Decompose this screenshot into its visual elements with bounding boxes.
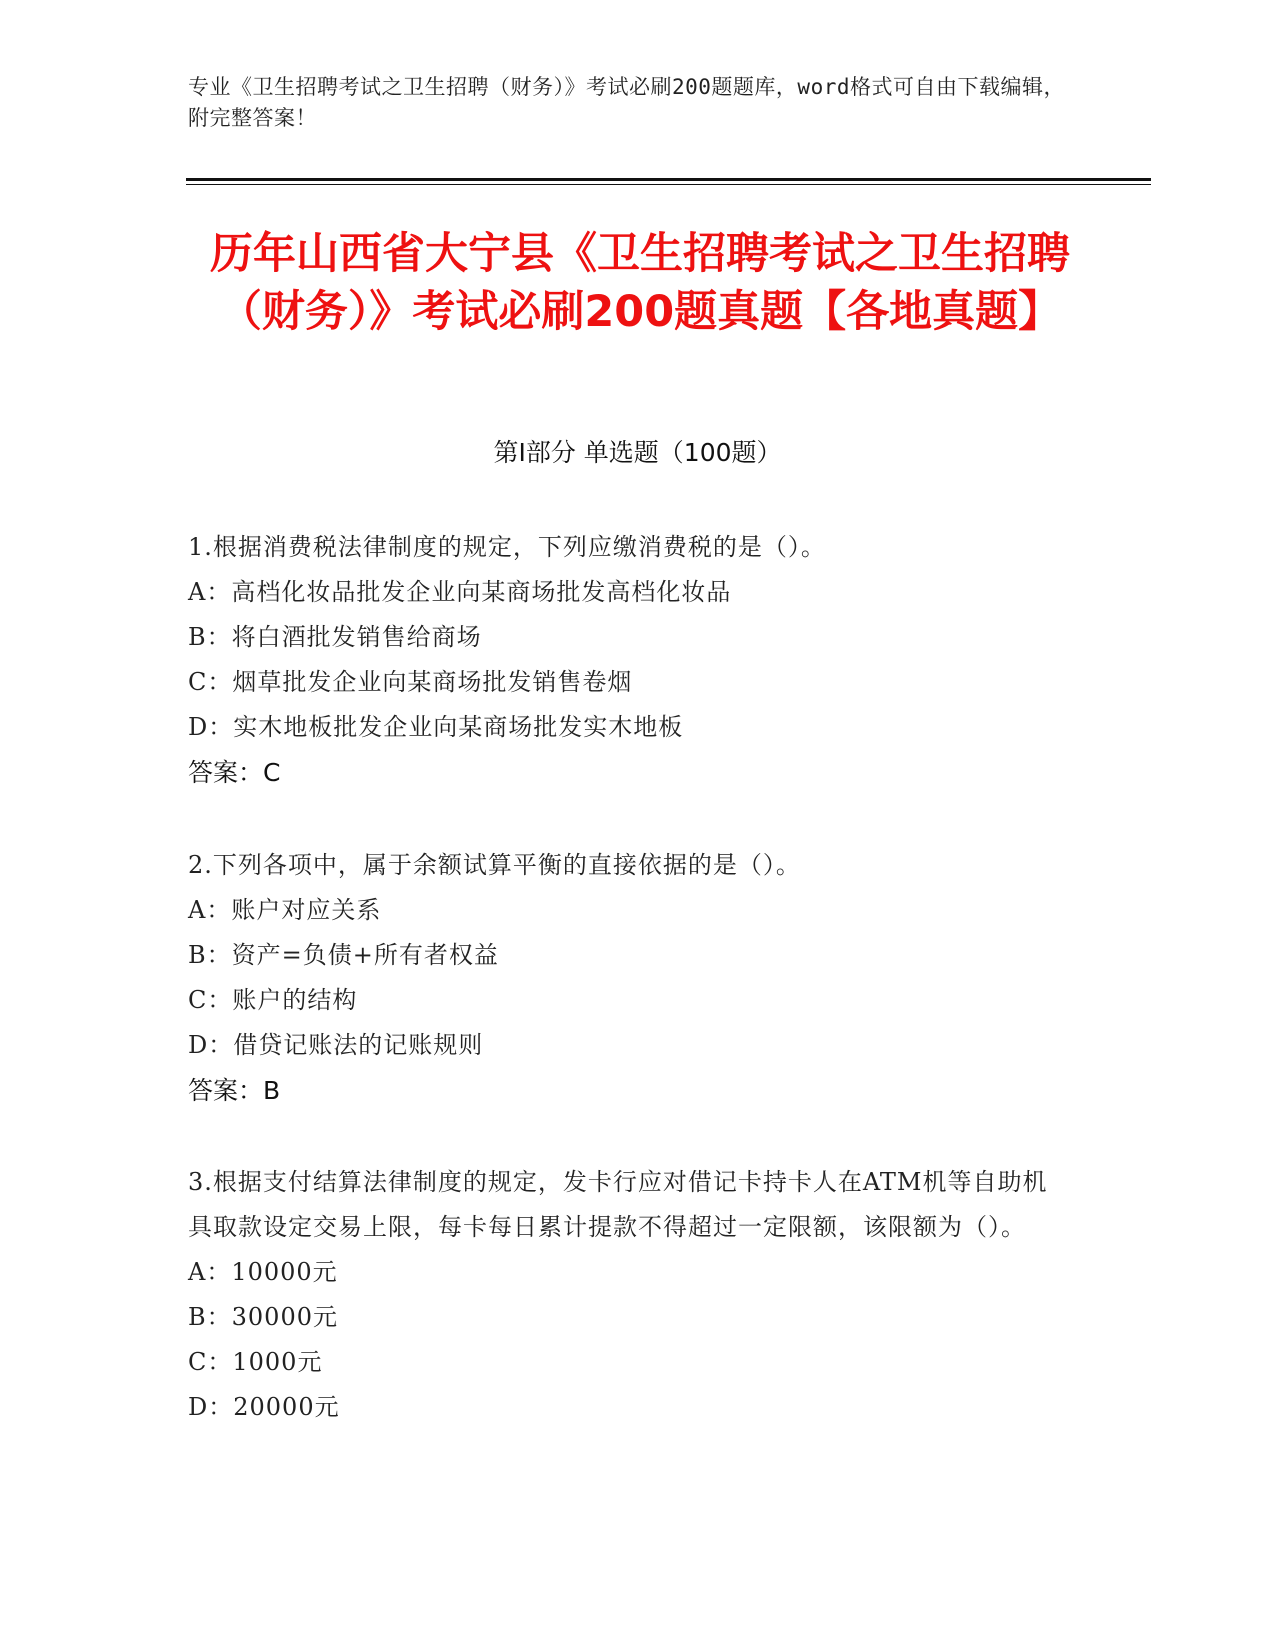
option-d: D：实木地板批发企业向某商场批发实木地板 <box>188 713 684 741</box>
option-c: C：账户的结构 <box>188 986 358 1014</box>
question-stem: 1.根据消费税法律制度的规定，下列应缴消费税的是（）。 <box>188 533 826 561</box>
document-title: 历年山西省大宁县《卫生招聘考试之卫生招聘（财务）》考试必刷200题真题【各地真题】 <box>210 229 1070 337</box>
option-c: C：烟草批发企业向某商场批发销售卷烟 <box>188 668 633 696</box>
option-a: A：10000元 <box>188 1258 338 1286</box>
option-b: B：将白酒批发销售给商场 <box>188 623 482 651</box>
header-divider-thin <box>186 184 1151 185</box>
question-1 <box>188 525 1068 795</box>
option-a: A：高档化妆品批发企业向某商场批发高档化妆品 <box>188 578 732 606</box>
question-2 <box>188 843 1068 1113</box>
option-d: D：借贷记账法的记账规则 <box>188 1031 484 1059</box>
option-d: D：20000元 <box>188 1393 340 1421</box>
header-divider-thick <box>186 178 1151 181</box>
question-stem: 3.根据支付结算法律制度的规定，发卡行应对借记卡持卡人在ATM机等自助机具取款设定交易上限，每卡每日累计提款不得超过一定限额，该限额为（）。 <box>188 1168 1048 1241</box>
question-3 <box>188 1160 1068 1430</box>
option-c: C：1000元 <box>188 1348 323 1376</box>
option-b: B：30000元 <box>188 1303 338 1331</box>
header-note: 专业《卫生招聘考试之卫生招聘（财务）》考试必刷200题题库，word格式可自由下载编辑，附完整答案！ <box>188 75 1065 130</box>
question-stem: 2.下列各项中，属于余额试算平衡的直接依据的是（）。 <box>188 851 801 879</box>
section-title: 第Ⅰ部分 单选题（100题） <box>493 438 782 467</box>
answer: 答案：C <box>188 758 281 787</box>
option-a: A：账户对应关系 <box>188 896 382 924</box>
option-b: B：资产=负债+所有者权益 <box>188 941 499 969</box>
answer: 答案：B <box>188 1076 281 1105</box>
